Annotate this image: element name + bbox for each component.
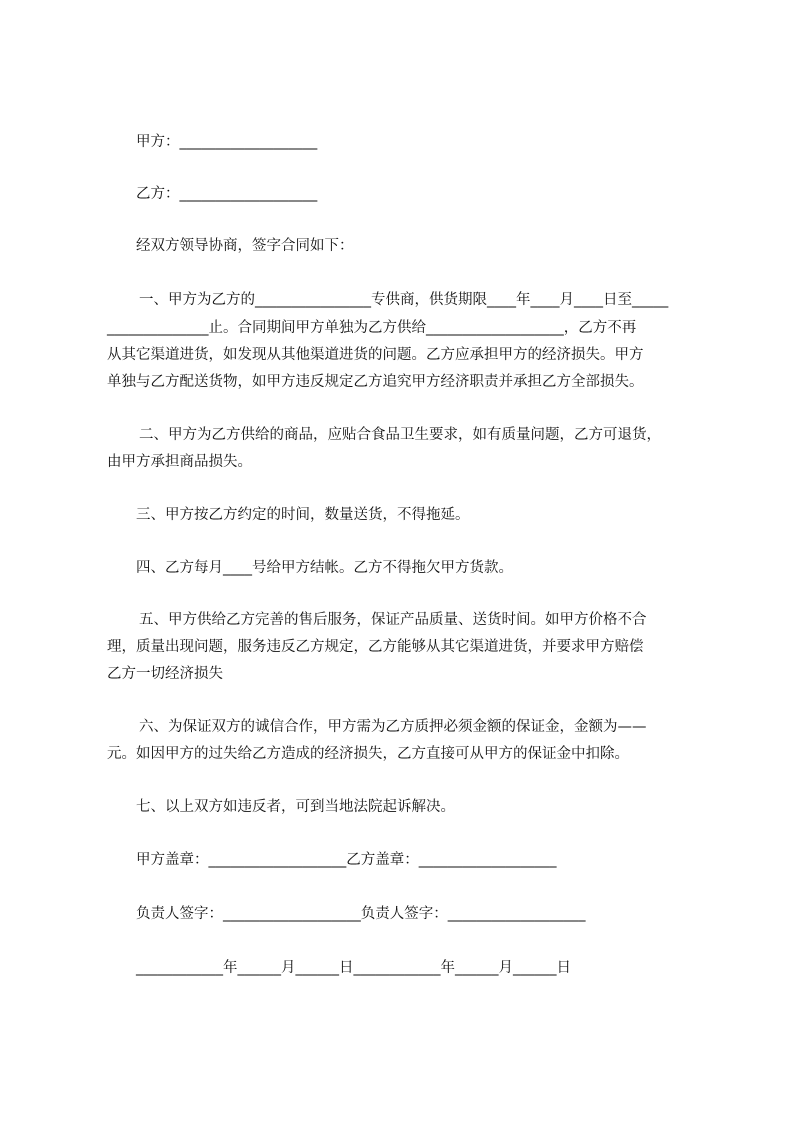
clause-5-line-2: 理，质量出现问题，服务违反乙方规定，乙方能够从其它渠道进货，并要求甲方赔偿	[107, 639, 644, 655]
intro-paragraph: 经双方领导协商，签字合同如下：	[136, 238, 354, 254]
clause-5-line-3: 乙方一切经济损失	[107, 666, 223, 682]
party-a-line: 甲方：___________________	[136, 134, 318, 150]
clause-3: 三、甲方按乙方约定的时间，数量送货，不得拖延。	[136, 507, 470, 523]
party-b-line: 乙方：___________________	[136, 186, 318, 202]
clause-4: 四、乙方每月____号给甲方结帐。乙方不得拖欠甲方货款。	[136, 560, 513, 576]
clause-2-line-1: 二、甲方为乙方供给的商品，应贴合食品卫生要求，如有质量问题，乙方可退货，	[139, 427, 661, 443]
clause-1-line-3: 从其它渠道进货，如发现从其他渠道进货的问题。乙方应承担甲方的经济损失。甲方	[107, 347, 644, 363]
date-line: ____________年______月______日____________年______月______日	[136, 960, 571, 976]
clause-6-line-2: 元。如因甲方的过失给乙方造成的经济损失，乙方直接可从甲方的保证金中扣除。	[107, 746, 629, 762]
clause-5-line-1: 五、甲方供给乙方完善的售后服务，保证产品质量、送货时间。如甲方价格不合	[139, 612, 647, 628]
signature-line: 负责人签字：___________________负责人签字：___________________	[136, 906, 586, 922]
clause-7: 七、以上双方如违反者，可到当地法院起诉解决。	[136, 799, 455, 815]
clause-6-line-1: 六、为保证双方的诚信合作，甲方需为乙方质押必须金额的保证金，金额为——	[139, 719, 647, 735]
clause-1-line-4: 单独与乙方配送货物，如甲方违反规定乙方追究甲方经济职责并承担乙方全部损失。	[107, 374, 644, 390]
clause-1-line-2: ______________止。合同期间甲方单独为乙方供给___________________，乙方不再	[107, 320, 637, 336]
seal-line: 甲方盖章：___________________乙方盖章：___________________	[136, 852, 557, 868]
clause-2-line-2: 由甲方承担商品损失。	[107, 454, 252, 470]
clause-1-line-1: 一、甲方为乙方的________________专供商，供货期限____年____月____日至_____	[139, 292, 669, 308]
